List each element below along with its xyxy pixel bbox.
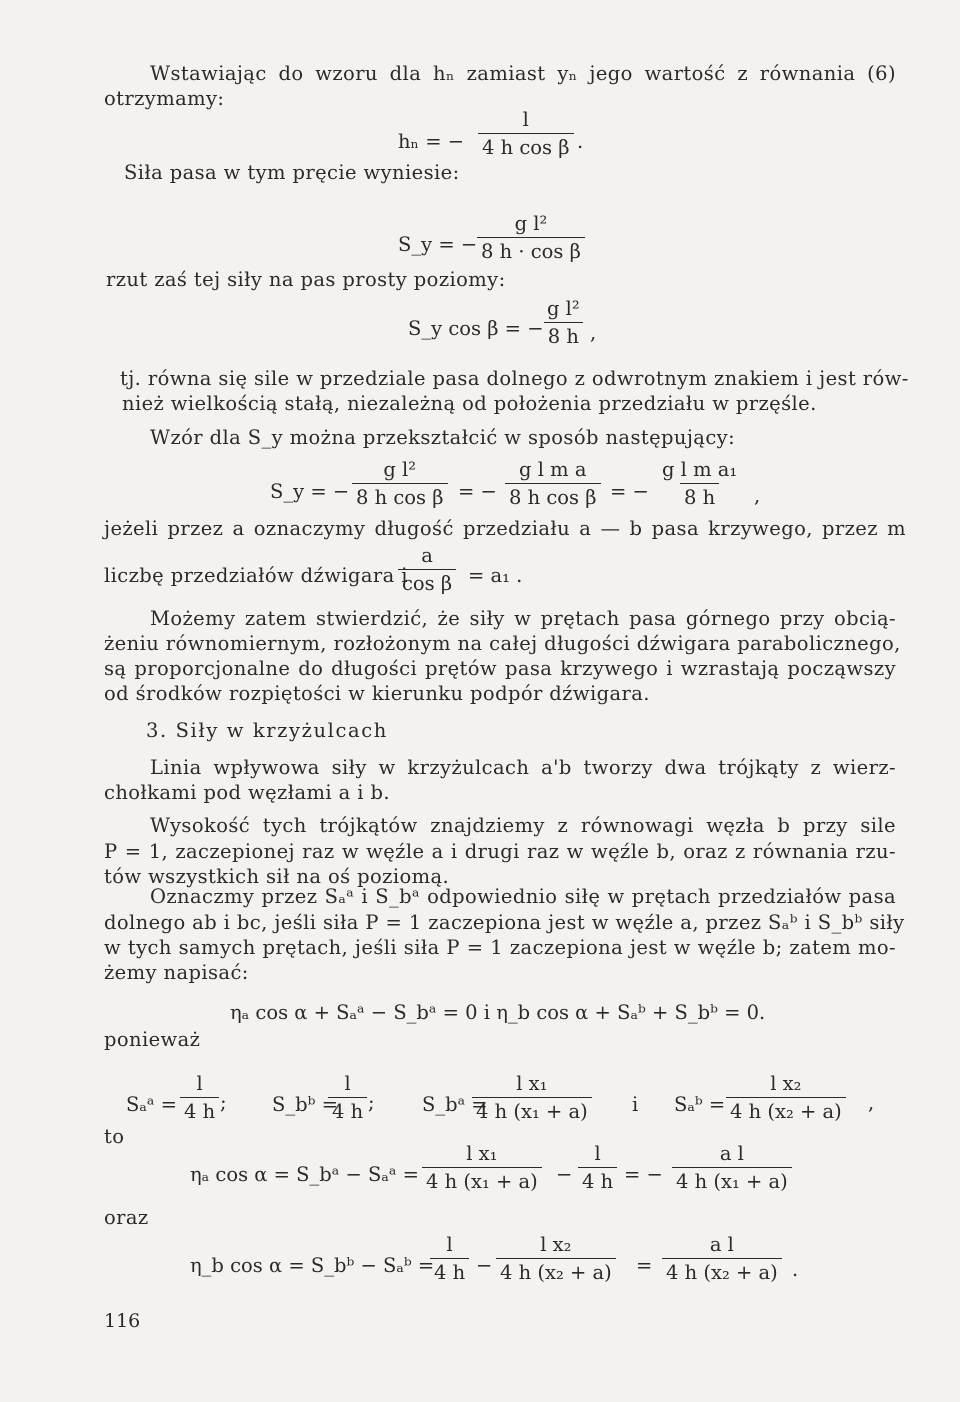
denominator: 4 h (x₂ + a): [496, 1258, 616, 1284]
denominator: 4 h: [430, 1258, 469, 1284]
formula-sab-fraction: [726, 1072, 846, 1123]
equals-sign: =: [636, 1254, 653, 1277]
text-line: tj. równa się sile w przedziale pasa dolnego z odwrotnym znakiem i jest rów-: [120, 367, 909, 390]
formula-sy-fraction: [477, 212, 585, 263]
punctuation: ,: [868, 1091, 875, 1114]
text-line: Siła pasa w tym pręcie wyniesie:: [124, 161, 460, 184]
formula-eta-a-lhs: ηₐ cos α = S_bᵃ − Sₐᵃ =: [190, 1163, 419, 1186]
numerator: g l²: [514, 212, 548, 235]
equals-sign: = −: [610, 480, 649, 503]
numerator: g l m a₁: [662, 458, 738, 481]
numerator: l: [344, 1072, 351, 1095]
text-line: Oznaczmy przez Sₐᵃ i S_bᵃ odpowiednio siłę w prętach przedziałów pasa: [150, 885, 896, 908]
formula-sy-lhs: S_y = −: [398, 233, 478, 256]
page-number: 116: [104, 1310, 141, 1332]
text-line: Możemy zatem stwierdzić, że siły w prętach pasa górnego przy obcią-: [150, 607, 896, 630]
denominator: 8 h · cos β: [477, 237, 585, 263]
numerator: l: [594, 1142, 601, 1165]
punctuation: ,: [754, 484, 761, 507]
formula-sab-lhs: Sₐᵇ =: [674, 1093, 726, 1116]
formula-h-lhs: hₙ = −: [398, 130, 465, 153]
numerator: g l²: [547, 297, 580, 320]
numerator: l x₁: [466, 1142, 498, 1165]
formula-fraction-2: [505, 458, 601, 509]
formula-sba-fraction: [472, 1072, 592, 1123]
text-line: to: [104, 1125, 125, 1148]
text-line: liczbę przedziałów dźwigara i: [104, 564, 408, 587]
minus-sign: −: [476, 1254, 493, 1277]
punctuation: .: [577, 130, 584, 153]
numerator: a l: [719, 1142, 744, 1165]
denominator: cos β: [398, 569, 456, 595]
formula-fraction-1: [352, 458, 448, 509]
formula-sycos-lhs: S_y cos β = −: [408, 317, 544, 340]
formula-fraction-3: [672, 1142, 792, 1193]
text-line: ponieważ: [104, 1028, 201, 1051]
formula-eta-b-lhs: η_b cos α = S_bᵇ − Sₐᵇ =: [190, 1254, 435, 1277]
text-line: P = 1, zaczepionej raz w węźle a i drugi raz w węźle b, oraz z równania rzu-: [104, 840, 896, 863]
punctuation: ;: [368, 1091, 375, 1114]
equals-sign: = −: [624, 1163, 663, 1186]
text-line: są proporcjonalne do długości prętów pasa krzywego i wzrastają począwszy: [104, 657, 896, 680]
denominator: 4 h (x₂ + a): [662, 1258, 782, 1284]
punctuation: ;: [220, 1091, 227, 1114]
text-line: w tych samych prętach, jeśli siła P = 1 zaczepiona jest w węźle b; zatem mo-: [104, 936, 896, 959]
numerator: l x₂: [540, 1233, 572, 1256]
text-line: Wysokość tych trójkątów znajdziemy z równowagi węzła b przy sile: [150, 814, 896, 837]
text-line: nież wielkością stałą, niezależną od położenia przedziału w przęśle.: [122, 392, 817, 415]
text-line: otrzymamy:: [104, 87, 225, 110]
conjunction: i: [632, 1093, 639, 1116]
denominator: 4 h: [180, 1097, 219, 1123]
text-line: Linia wpływowa siły w krzyżulcach a'b tworzy dwa trójkąty z wierz-: [150, 756, 896, 779]
formula-a1-fraction: [398, 544, 456, 595]
denominator: 4 h (x₁ + a): [672, 1167, 792, 1193]
minus-sign: −: [556, 1163, 573, 1186]
denominator: 8 h cos β: [352, 483, 448, 509]
formula-sbb-lhs: S_bᵇ =: [272, 1093, 338, 1116]
text-line: od środków rozpiętości w kierunku podpór dźwigara.: [104, 682, 650, 705]
denominator: 4 h cos β: [478, 133, 574, 159]
formula-fraction-3: [658, 458, 741, 509]
text-line: Wzór dla S_y można przekształcić w sposób następujący:: [150, 426, 736, 449]
text-line: tów wszystkich sił na oś poziomą.: [104, 865, 450, 888]
denominator: 4 h (x₁ + a): [472, 1097, 592, 1123]
equals-sign: = −: [458, 480, 497, 503]
punctuation: .: [792, 1258, 799, 1281]
text-line: Wstawiając do wzoru dla hₙ zamiast yₙ jego wartość z równania (6): [150, 62, 896, 85]
denominator: 8 h cos β: [505, 483, 601, 509]
denominator: 8 h: [680, 483, 719, 509]
formula-fraction-1: [430, 1233, 469, 1284]
denominator: 4 h: [578, 1167, 617, 1193]
denominator: 4 h (x₁ + a): [422, 1167, 542, 1193]
numerator: a: [421, 544, 433, 567]
text-line: żemy napisać:: [104, 961, 249, 984]
text-line: chołkami pod węzłami a i b.: [104, 781, 390, 804]
text-line: żeniu równomiernym, rozłożonym na całej długości dźwigara parabolicznego,: [104, 632, 901, 655]
formula-sba-lhs: S_bᵃ =: [422, 1093, 488, 1116]
formula-a1-rhs: = a₁ .: [468, 564, 523, 587]
denominator: 8 h: [544, 322, 583, 348]
formula-fraction-2: [578, 1142, 617, 1193]
numerator: l: [522, 108, 529, 131]
punctuation: ,: [590, 321, 597, 344]
text-line: jeżeli przez a oznaczymy długość przedziału a — b pasa krzywego, przez m: [104, 517, 906, 540]
text-line: oraz: [104, 1206, 149, 1229]
denominator: 4 h (x₂ + a): [726, 1097, 846, 1123]
formula-sy-expanded-lhs: S_y = −: [270, 480, 350, 503]
formula-equilibrium: ηₐ cos α + Sₐᵃ − S_bᵃ = 0 i η_b cos α + Sₐᵇ + S_bᵇ = 0.: [230, 1001, 766, 1024]
numerator: g l²: [383, 458, 417, 481]
text-line: rzut zaś tej siły na pas prosty poziomy:: [106, 268, 506, 291]
formula-sycos-fraction: [543, 297, 584, 348]
denominator: 4 h: [328, 1097, 367, 1123]
text-line: dolnego ab i bc, jeśli siła P = 1 zaczepiona jest w węźle a, przez Sₐᵇ i S_bᵇ siły: [104, 911, 905, 934]
numerator: l: [446, 1233, 453, 1256]
numerator: l: [196, 1072, 203, 1095]
formula-sbb-fraction: [328, 1072, 367, 1123]
numerator: l x₁: [516, 1072, 548, 1095]
numerator: g l m a: [519, 458, 587, 481]
formula-saa-fraction: [180, 1072, 219, 1123]
formula-saa-lhs: Sₐᵃ =: [126, 1093, 177, 1116]
numerator: a l: [709, 1233, 734, 1256]
section-heading: 3. Siły w krzyżulcach: [146, 719, 388, 742]
formula-fraction-3: [662, 1233, 782, 1284]
numerator: l x₂: [770, 1072, 802, 1095]
formula-fraction-2: [496, 1233, 616, 1284]
formula-fraction-1: [422, 1142, 542, 1193]
formula-h-fraction: [478, 108, 574, 159]
